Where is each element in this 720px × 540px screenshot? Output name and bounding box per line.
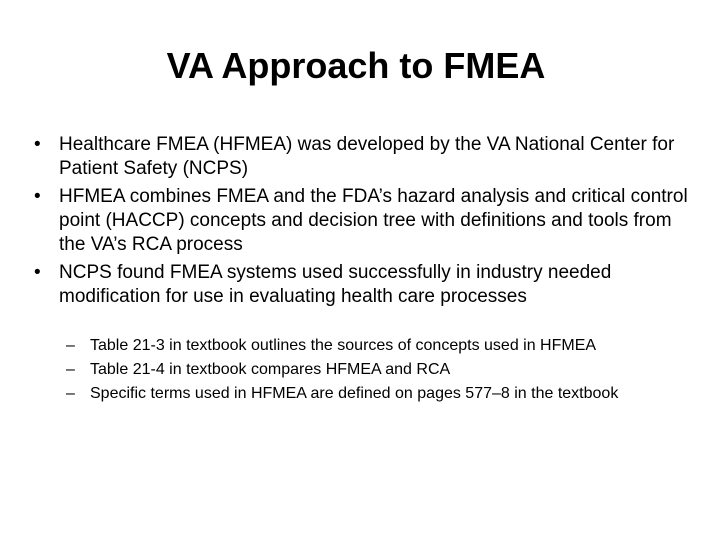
bullet-text: HFMEA combines FMEA and the FDA’s hazard analysis and critical control point (HACCP) concepts and decision tree with definitions and tools from the VA’s RCA process bbox=[59, 186, 688, 255]
sub-bullet-text: Specific terms used in HFMEA are defined on pages 577–8 in the textbook bbox=[90, 385, 619, 402]
bullet-item bbox=[34, 185, 694, 257]
bullet-list bbox=[34, 133, 694, 313]
sub-bullet-text: Table 21-3 in textbook outlines the sources of concepts used in HFMEA bbox=[90, 337, 597, 354]
sub-bullet-item bbox=[66, 359, 696, 380]
dash-marker: – bbox=[66, 385, 75, 402]
sub-bullet-list bbox=[66, 335, 696, 407]
bullet-text: Healthcare FMEA (HFMEA) was developed by the VA National Center for Patient Safety (NCPS) bbox=[59, 134, 675, 179]
dash-marker: – bbox=[66, 337, 75, 354]
bullet-item bbox=[34, 133, 694, 181]
sub-bullet-item bbox=[66, 383, 696, 404]
bullet-marker: • bbox=[34, 134, 41, 155]
bullet-marker: • bbox=[34, 186, 41, 207]
sub-bullet-item bbox=[66, 335, 696, 356]
slide-title: VA Approach to FMEA bbox=[166, 45, 546, 86]
bullet-item bbox=[34, 261, 694, 309]
sub-bullet-text: Table 21-4 in textbook compares HFMEA and RCA bbox=[90, 361, 451, 378]
dash-marker: – bbox=[66, 361, 75, 378]
bullet-marker: • bbox=[34, 262, 41, 283]
bullet-text: NCPS found FMEA systems used successfully in industry needed modification for use in evaluating health care processes bbox=[59, 262, 612, 307]
